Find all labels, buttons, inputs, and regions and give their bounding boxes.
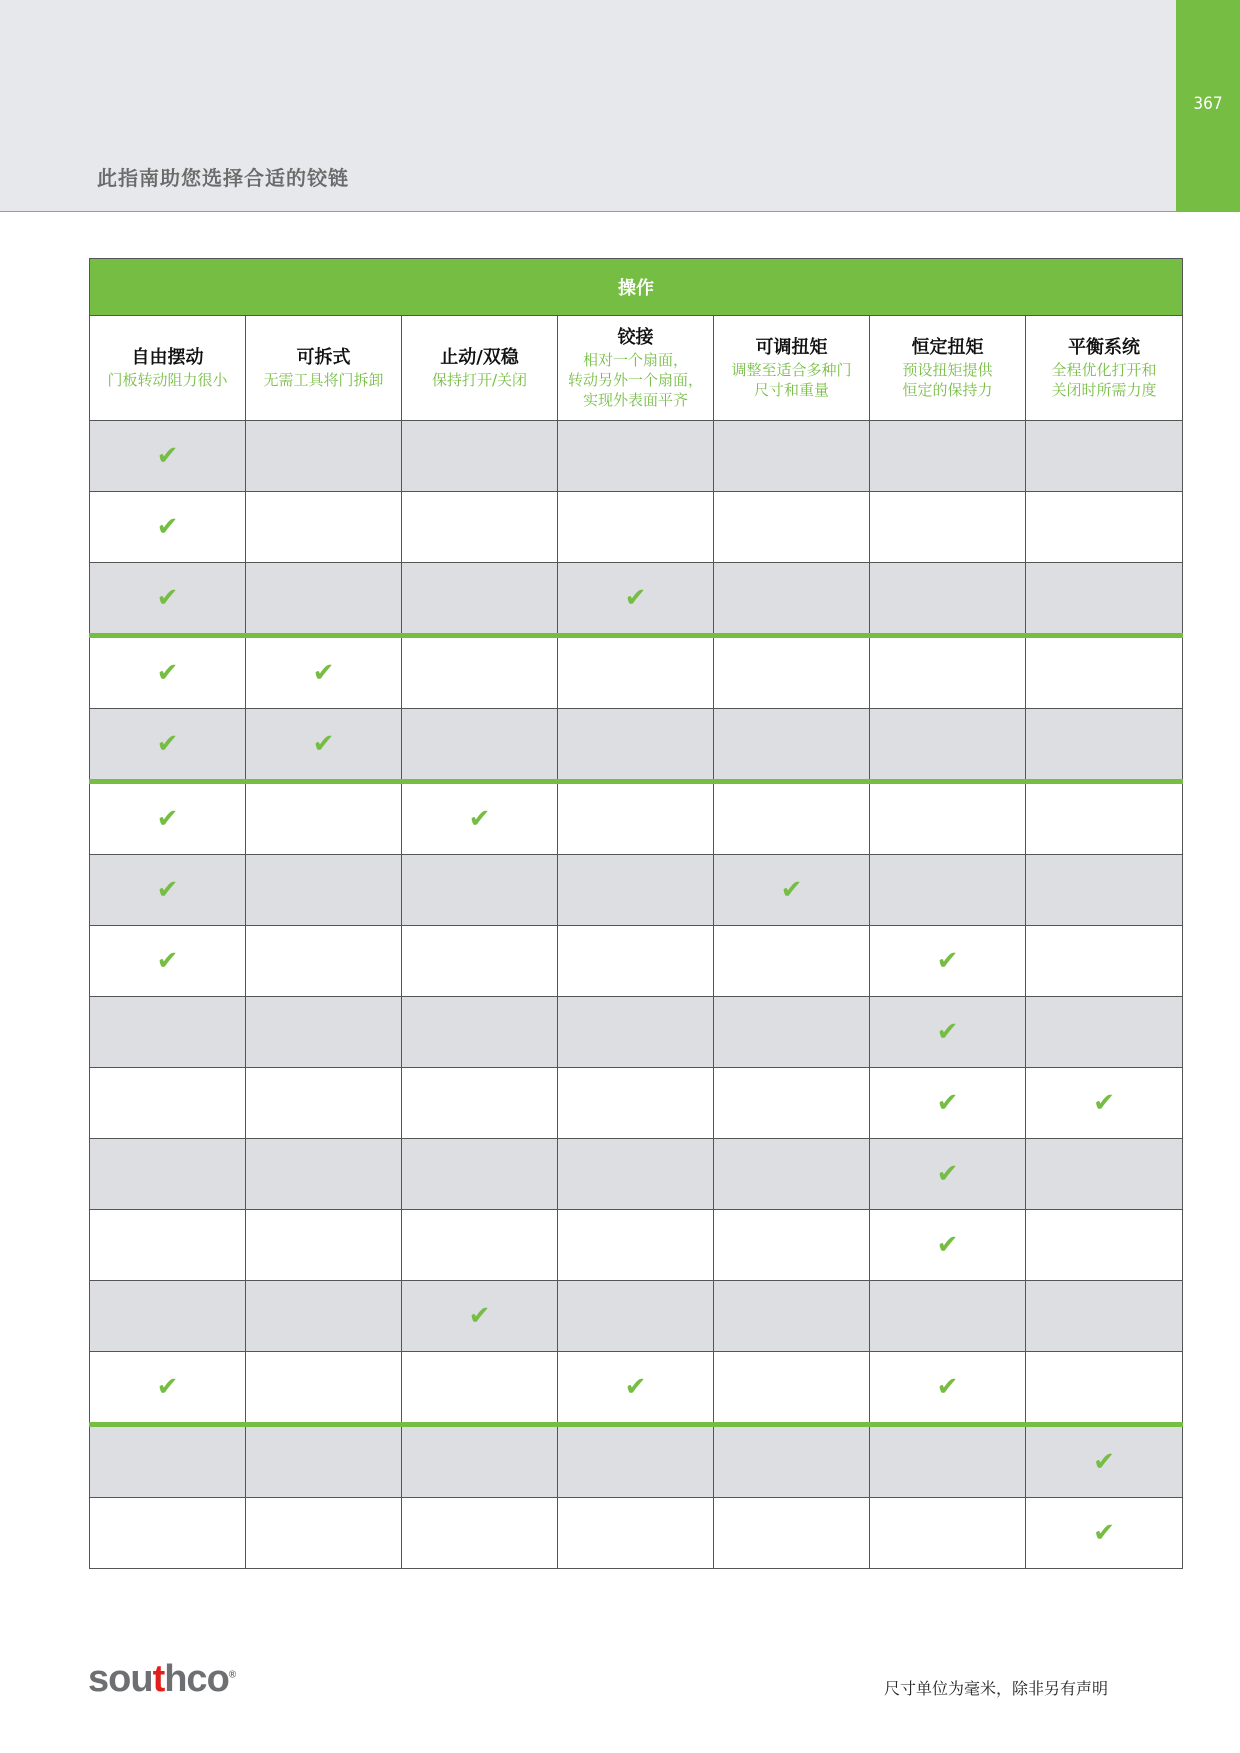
table-row — [90, 492, 1183, 563]
table-cell — [246, 997, 402, 1068]
southco-logo — [88, 1658, 235, 1701]
table-cell — [402, 997, 558, 1068]
column-description: 无需工具将门拆卸 — [263, 371, 384, 389]
table-cell — [246, 1139, 402, 1210]
table-body — [90, 421, 1183, 1569]
checkmark-icon: ✔ — [468, 1301, 491, 1331]
checkmark-icon: ✔ — [936, 1159, 959, 1189]
table-cell — [90, 421, 246, 492]
table-cell — [558, 997, 714, 1068]
table-cell — [714, 563, 870, 636]
table-cell — [90, 1068, 246, 1139]
table-cell — [870, 997, 1026, 1068]
table-cell — [714, 1210, 870, 1281]
table-cell — [714, 1068, 870, 1139]
table-cell — [402, 1425, 558, 1498]
table-cell — [870, 782, 1026, 855]
table-cell — [90, 1210, 246, 1281]
checkmark-icon: ✔ — [312, 658, 335, 688]
table-cell — [1026, 563, 1183, 636]
table-row — [90, 1210, 1183, 1281]
column-title: 可拆式 — [296, 347, 351, 368]
table-cell — [558, 1425, 714, 1498]
table-cell — [1026, 782, 1183, 855]
table-cell — [246, 1352, 402, 1425]
table-row — [90, 855, 1183, 926]
table-cell — [90, 1498, 246, 1569]
table-cell — [1026, 1352, 1183, 1425]
column-header — [402, 316, 558, 421]
table-cell — [90, 709, 246, 782]
table-cell — [558, 1068, 714, 1139]
table-row — [90, 1139, 1183, 1210]
column-title: 自由摆动 — [131, 347, 204, 368]
table-cell — [558, 1352, 714, 1425]
table-cell — [714, 636, 870, 709]
page-heading: 此指南助您选择合适的铰链 — [97, 166, 349, 190]
table-cell — [558, 1281, 714, 1352]
table-cell — [870, 1352, 1026, 1425]
table-cell — [870, 1139, 1026, 1210]
table-row — [90, 636, 1183, 709]
table-cell — [246, 926, 402, 997]
table-cell — [714, 1425, 870, 1498]
table-cell — [90, 1139, 246, 1210]
table-cell — [714, 855, 870, 926]
table-cell — [402, 492, 558, 563]
table-cell — [246, 782, 402, 855]
logo-text-end: hco — [164, 1658, 229, 1700]
table-cell — [402, 855, 558, 926]
column-description: 保持打开/关闭 — [431, 371, 528, 389]
column-header — [714, 316, 870, 421]
table-cell — [1026, 997, 1183, 1068]
table-cell — [246, 492, 402, 563]
table-cell — [402, 926, 558, 997]
units-note: 尺寸单位为毫米，除非另有声明 — [884, 1679, 1109, 1698]
table-cell — [870, 636, 1026, 709]
table-cell — [1026, 1498, 1183, 1569]
table-cell — [870, 855, 1026, 926]
table-cell — [1026, 1425, 1183, 1498]
table-cell — [714, 421, 870, 492]
table-title: 操作 — [90, 259, 1183, 316]
table-row — [90, 709, 1183, 782]
table-cell — [870, 421, 1026, 492]
column-header — [1026, 316, 1183, 421]
table-cell — [402, 782, 558, 855]
table-cell — [402, 1068, 558, 1139]
logo-mark: t — [152, 1658, 165, 1700]
table-cell — [90, 636, 246, 709]
column-description: 门板转动阻力很小 — [107, 371, 228, 389]
registered-mark: ® — [228, 1669, 236, 1681]
table-cell — [714, 492, 870, 563]
table-cell — [246, 709, 402, 782]
table-cell — [246, 1210, 402, 1281]
table-cell — [558, 926, 714, 997]
table-cell — [558, 1210, 714, 1281]
table-cell — [870, 1281, 1026, 1352]
table-cell — [90, 855, 246, 926]
checkmark-icon: ✔ — [468, 804, 491, 834]
table-cell — [402, 1352, 558, 1425]
column-header — [558, 316, 714, 421]
table-cell — [90, 997, 246, 1068]
table-row — [90, 997, 1183, 1068]
checkmark-icon: ✔ — [156, 875, 179, 905]
table-cell — [870, 492, 1026, 563]
table-cell — [1026, 1281, 1183, 1352]
checkmark-icon: ✔ — [936, 1372, 959, 1402]
table-cell — [402, 421, 558, 492]
table-cell — [558, 1139, 714, 1210]
column-title: 铰接 — [617, 327, 654, 348]
table-cell — [1026, 421, 1183, 492]
table-cell — [90, 1352, 246, 1425]
checkmark-icon: ✔ — [624, 583, 647, 613]
table-cell — [714, 1281, 870, 1352]
table-cell — [246, 636, 402, 709]
table-cell — [1026, 1210, 1183, 1281]
table-cell — [714, 709, 870, 782]
table-cell — [246, 1068, 402, 1139]
table-row — [90, 782, 1183, 855]
table-row — [90, 563, 1183, 636]
checkmark-icon: ✔ — [312, 729, 335, 759]
table-cell — [714, 1498, 870, 1569]
page-number: 367 — [1193, 94, 1223, 114]
table-cell — [714, 1139, 870, 1210]
table-cell — [1026, 855, 1183, 926]
table-row — [90, 1352, 1183, 1425]
table-cell — [870, 1068, 1026, 1139]
checkmark-icon: ✔ — [936, 946, 959, 976]
table-cell — [558, 421, 714, 492]
table-cell — [246, 855, 402, 926]
table-cell — [246, 421, 402, 492]
table-cell — [1026, 926, 1183, 997]
table-row — [90, 1498, 1183, 1569]
table-cell — [402, 1498, 558, 1569]
checkmark-icon: ✔ — [936, 1088, 959, 1118]
table-cell — [402, 636, 558, 709]
table-cell — [90, 926, 246, 997]
table-cell — [558, 709, 714, 782]
hinge-selection-table — [89, 258, 1183, 1569]
table-cell — [402, 1281, 558, 1352]
column-header — [870, 316, 1026, 421]
checkmark-icon: ✔ — [156, 441, 179, 471]
checkmark-icon: ✔ — [156, 946, 179, 976]
column-description: 调整至适合多种门 尺寸和重量 — [731, 361, 852, 399]
table-cell — [714, 997, 870, 1068]
column-title: 恒定扭矩 — [911, 337, 984, 358]
table-cell — [246, 1498, 402, 1569]
column-description: 全程优化打开和 关闭时所需力度 — [1051, 361, 1157, 399]
table-row — [90, 1425, 1183, 1498]
table-cell — [558, 563, 714, 636]
table-cell — [558, 782, 714, 855]
table-cell — [402, 1139, 558, 1210]
checkmark-icon: ✔ — [156, 729, 179, 759]
table-cell — [870, 709, 1026, 782]
table-cell — [558, 492, 714, 563]
table-cell — [870, 926, 1026, 997]
table-cell — [1026, 709, 1183, 782]
table-row — [90, 926, 1183, 997]
table-cell — [1026, 492, 1183, 563]
table-cell — [870, 1498, 1026, 1569]
column-title: 可调扭矩 — [755, 337, 828, 358]
table-row — [90, 421, 1183, 492]
checkmark-icon: ✔ — [156, 658, 179, 688]
checkmark-icon: ✔ — [1093, 1088, 1115, 1118]
checkmark-icon: ✔ — [936, 1017, 959, 1047]
checkmark-icon: ✔ — [936, 1230, 959, 1260]
table-cell — [246, 1425, 402, 1498]
checkmark-icon: ✔ — [1093, 1447, 1115, 1477]
column-header — [90, 316, 246, 421]
column-header-row — [90, 316, 1183, 421]
table-cell — [714, 926, 870, 997]
checkmark-icon: ✔ — [156, 512, 179, 542]
column-description: 预设扭矩提供 恒定的保持力 — [902, 361, 993, 399]
checkmark-icon: ✔ — [1093, 1518, 1115, 1548]
logo-text-start: sou — [88, 1658, 153, 1700]
table-cell — [1026, 636, 1183, 709]
table-cell — [90, 782, 246, 855]
table-cell — [90, 1425, 246, 1498]
table-cell — [402, 709, 558, 782]
column-title: 止动/双稳 — [440, 347, 519, 368]
table-cell — [870, 1425, 1026, 1498]
table-cell — [90, 492, 246, 563]
column-title: 平衡系统 — [1068, 337, 1141, 358]
checkmark-icon: ✔ — [780, 875, 803, 905]
table-cell — [1026, 1068, 1183, 1139]
table-row — [90, 1281, 1183, 1352]
table-cell — [90, 563, 246, 636]
checkmark-icon: ✔ — [624, 1372, 647, 1402]
table-cell — [870, 563, 1026, 636]
table-cell — [870, 1210, 1026, 1281]
table-cell — [402, 563, 558, 636]
checkmark-icon: ✔ — [156, 804, 179, 834]
column-description: 相对一个扇面， 转动另外一个扇面， 实现外表面平齐 — [567, 351, 703, 409]
table-row — [90, 1068, 1183, 1139]
table-cell — [714, 782, 870, 855]
table-cell — [1026, 1139, 1183, 1210]
table-cell — [558, 855, 714, 926]
table-cell — [558, 1498, 714, 1569]
table-cell — [246, 563, 402, 636]
checkmark-icon: ✔ — [156, 583, 179, 613]
table-cell — [90, 1281, 246, 1352]
table-cell — [402, 1210, 558, 1281]
table-cell — [246, 1281, 402, 1352]
table-cell — [714, 1352, 870, 1425]
column-header — [246, 316, 402, 421]
table-cell — [558, 636, 714, 709]
checkmark-icon: ✔ — [156, 1372, 179, 1402]
